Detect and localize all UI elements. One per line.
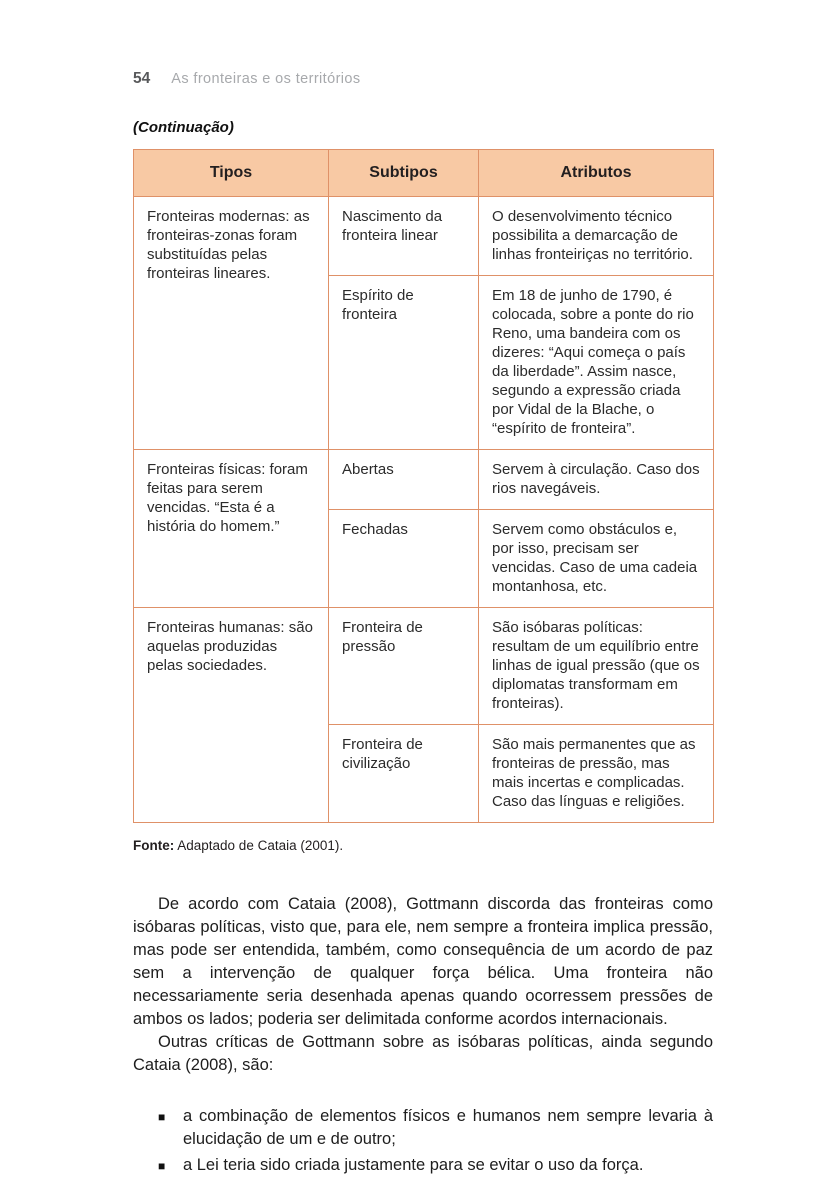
subtipo-cell: Fronteira de civilização	[329, 725, 479, 823]
bullet-item-1	[158, 1105, 713, 1151]
column-header-tipos: Tipos	[134, 150, 329, 197]
atributo-cell: Em 18 de junho de 1790, é colocada, sobre a ponte do rio Reno, uma bandeira com os dizeres: “Aqui começa o país da liberdade”. Assim nasce, segundo a expressão criada por Vidal de la Blache, o “espírito de fronteira”.	[479, 276, 714, 450]
body-paragraph-1: De acordo com Cataia (2008), Gottmann discorda das fronteiras como isóbaras políticas, visto que, para ele, nem sempre a fronteira implica pressão, mas pode ser entendida, também, como consequência de um acordo de paz sem a intervenção de qualquer força bélica. Uma fronteira não necessariamente seria desenhada apenas quando ocorressem pressões de ambos os lados; poderia ser delimitada conforme acordos internacionais.	[133, 895, 713, 1028]
atributo-cell: Servem à circulação. Caso dos rios navegáveis.	[479, 450, 714, 510]
continuation-label: (Continuação)	[133, 119, 234, 136]
table-row	[134, 450, 714, 510]
square-bullet-icon: ■	[158, 1110, 166, 1124]
body-text	[133, 893, 713, 1077]
column-header-atributos: Atributos	[479, 150, 714, 197]
table-source	[133, 838, 713, 853]
body-paragraph-2: Outras críticas de Gottmann sobre as isóbaras políticas, ainda segundo Cataia (2008), são:	[133, 1033, 713, 1074]
source-label: Fonte:	[133, 838, 175, 853]
tipo-cell-fronteiras-humanas: Fronteiras humanas: são aquelas produzidas pelas sociedades.	[134, 608, 329, 823]
table-header-row	[134, 150, 714, 197]
subtipo-cell: Fechadas	[329, 510, 479, 608]
bullet-text: a combinação de elementos físicos e humanos nem sempre levaria à elucidação de um e de outro;	[183, 1107, 713, 1148]
column-header-subtipos: Subtipos	[329, 150, 479, 197]
subtipo-cell: Nascimento da fronteira linear	[329, 197, 479, 276]
tipo-cell-fronteiras-fisicas: Fronteiras físicas: foram feitas para serem vencidas. “Esta é a história do homem.”	[134, 450, 329, 608]
bullet-item-2	[158, 1154, 713, 1177]
subtipo-cell: Fronteira de pressão	[329, 608, 479, 725]
page-number: 54	[133, 70, 151, 87]
bullet-list	[133, 1105, 713, 1177]
atributo-cell: Servem como obstáculos e, por isso, precisam ser vencidas. Caso de uma cadeia montanhosa, etc.	[479, 510, 714, 608]
table-row	[134, 197, 714, 276]
source-text: Adaptado de Cataia (2001).	[174, 838, 344, 853]
subtipo-cell: Espírito de fronteira	[329, 276, 479, 450]
tipo-cell-fronteiras-modernas: Fronteiras modernas: as fronteiras-zonas foram substituídas pelas fronteiras lineares.	[134, 197, 329, 450]
atributo-cell: O desenvolvimento técnico possibilita a demarcação de linhas fronteiriças no território.	[479, 197, 714, 276]
running-head	[133, 70, 713, 88]
fronteiras-table	[133, 149, 714, 823]
atributo-cell: São isóbaras políticas: resultam de um equilíbrio entre linhas de igual pressão (que os diplomatas transformam em fronteiras).	[479, 608, 714, 725]
table-row	[134, 608, 714, 725]
bullet-text: a Lei teria sido criada justamente para se evitar o uso da força.	[183, 1156, 644, 1174]
running-head-title: As fronteiras e os territórios	[171, 71, 361, 87]
square-bullet-icon: ■	[158, 1159, 166, 1173]
subtipo-cell: Abertas	[329, 450, 479, 510]
atributo-cell: São mais permanentes que as fronteiras de pressão, mas mais incertas e complicadas. Caso das línguas e religiões.	[479, 725, 714, 823]
